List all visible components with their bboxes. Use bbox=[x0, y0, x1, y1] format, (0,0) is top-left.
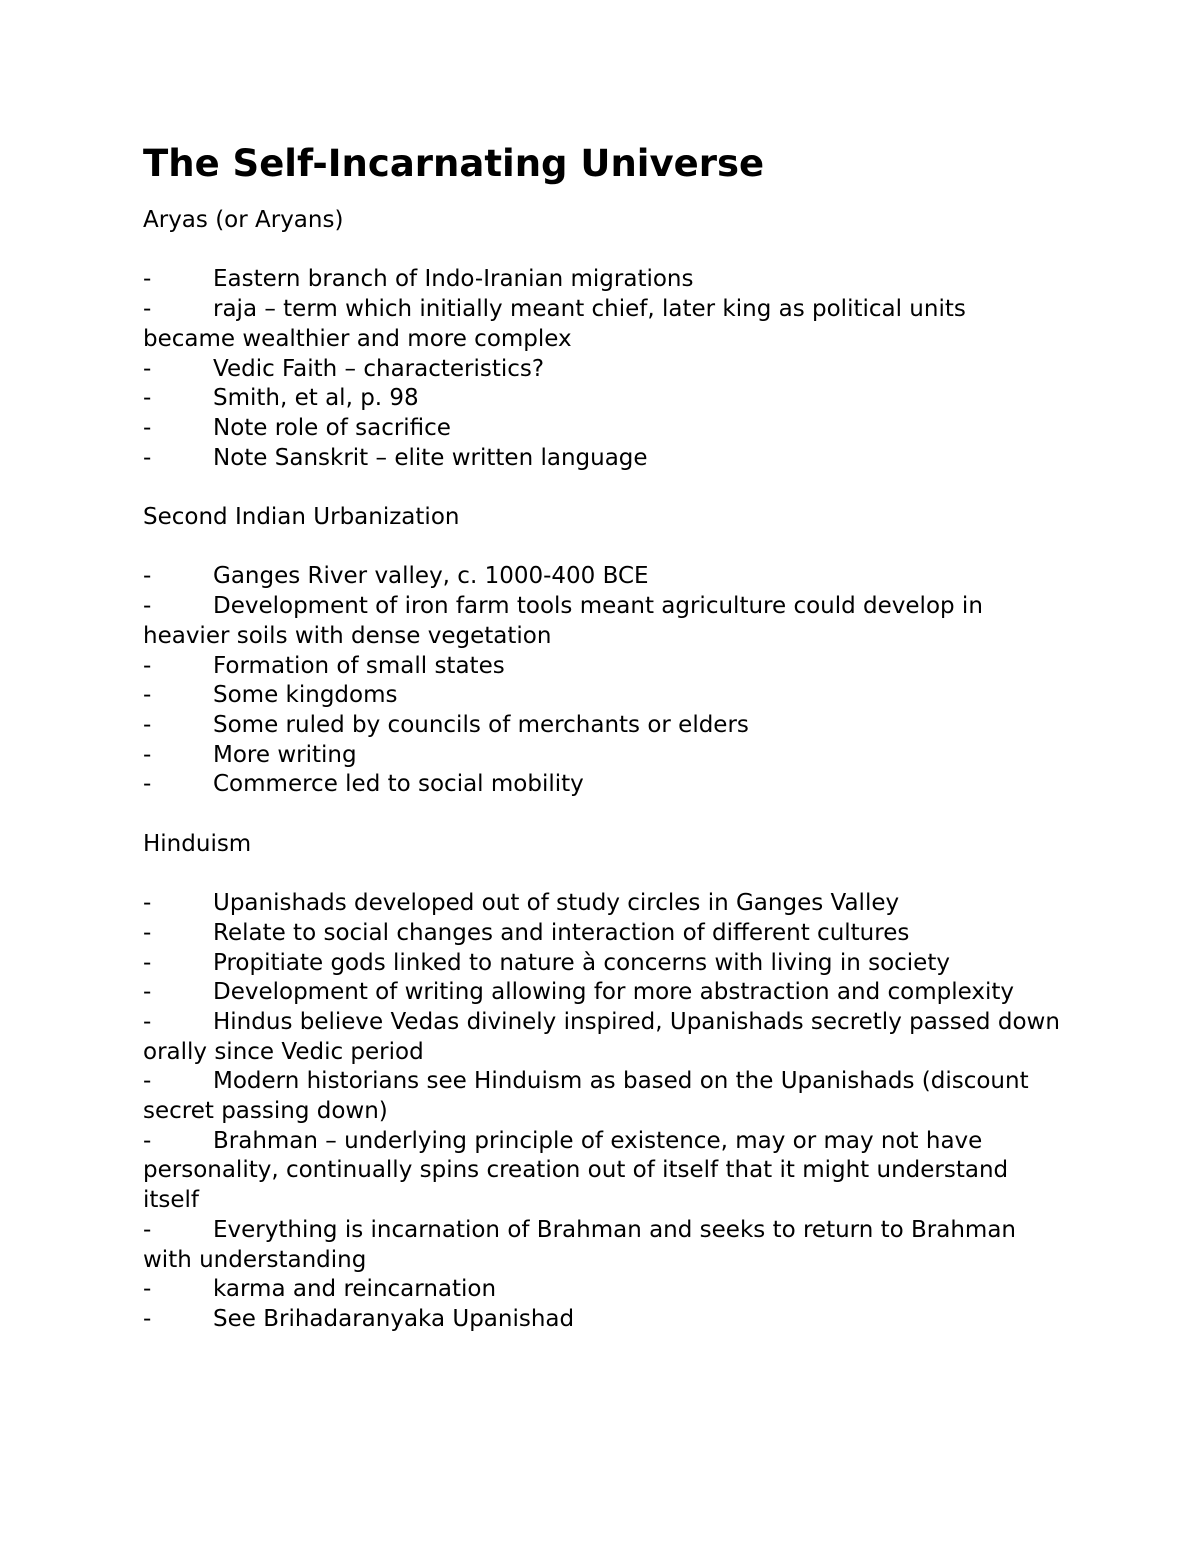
list-item-text: Commerce led to social mobility bbox=[213, 771, 584, 798]
list-item-text: Note Sanskrit – elite written language bbox=[213, 444, 648, 471]
section-second-urbanization bbox=[143, 503, 1063, 830]
bullet-dash: - bbox=[143, 1276, 152, 1303]
list-item bbox=[143, 652, 1063, 682]
bullet-list bbox=[143, 889, 1063, 1335]
list-item-text: Upanishads developed out of study circles in Ganges Valley bbox=[213, 890, 900, 917]
bullet-dash: - bbox=[143, 1216, 152, 1243]
spacer bbox=[143, 800, 1063, 830]
list-item-text: raja – term which initially meant chief, later king as political units became wealthier and more complex bbox=[143, 296, 966, 352]
bullet-dash: - bbox=[143, 444, 152, 471]
list-item-text: Note role of sacrifice bbox=[213, 414, 451, 441]
bullet-dash: - bbox=[143, 266, 152, 293]
bullet-dash: - bbox=[143, 682, 152, 709]
list-item bbox=[143, 295, 1063, 354]
bullet-dash: - bbox=[143, 414, 152, 441]
bullet-dash: - bbox=[143, 949, 152, 976]
list-item bbox=[143, 444, 1063, 474]
list-item bbox=[143, 355, 1063, 385]
bullet-dash: - bbox=[143, 890, 152, 917]
list-item bbox=[143, 1067, 1063, 1126]
list-item bbox=[143, 770, 1063, 800]
list-item-text: Relate to social changes and interaction of different cultures bbox=[213, 919, 910, 946]
bullet-dash: - bbox=[143, 771, 152, 798]
list-item-text: Propitiate gods linked to nature à concerns with living in society bbox=[213, 949, 950, 976]
spacer bbox=[143, 533, 1063, 563]
list-item-text: Vedic Faith – characteristics? bbox=[213, 355, 545, 382]
document-page bbox=[143, 140, 1063, 1335]
list-item bbox=[143, 681, 1063, 711]
list-item-text: See Brihadaranyaka Upanishad bbox=[213, 1305, 575, 1332]
bullet-dash: - bbox=[143, 1127, 152, 1154]
bullet-dash: - bbox=[143, 1068, 152, 1095]
list-item bbox=[143, 711, 1063, 741]
bullet-dash: - bbox=[143, 979, 152, 1006]
spacer bbox=[143, 473, 1063, 503]
list-item-text: karma and reincarnation bbox=[213, 1276, 497, 1303]
list-item-text: Brahman – underlying principle of existence, may or may not have personality, continually spins creation out of itself that it might understand itself bbox=[143, 1127, 1009, 1214]
list-item-text: Eastern branch of Indo-Iranian migrations bbox=[213, 266, 694, 293]
list-item bbox=[143, 919, 1063, 949]
bullet-list bbox=[143, 562, 1063, 800]
bullet-dash: - bbox=[143, 296, 152, 323]
bullet-dash: - bbox=[143, 593, 152, 620]
section-heading: Hinduism bbox=[143, 830, 252, 857]
section-heading: Second Indian Urbanization bbox=[143, 504, 460, 530]
list-item bbox=[143, 1305, 1063, 1335]
list-item-text: Everything is incarnation of Brahman and seeks to return to Brahman with understanding bbox=[143, 1216, 1016, 1273]
bullet-dash: - bbox=[143, 1305, 152, 1332]
list-item bbox=[143, 562, 1063, 592]
bullet-dash: - bbox=[143, 711, 152, 738]
list-item-text: Hindus believe Vedas divinely inspired, Upanishads secretly passed down orally since Vedic period bbox=[143, 1008, 1060, 1065]
list-item-text: Smith, et al, p. 98 bbox=[213, 385, 419, 412]
list-item bbox=[143, 1216, 1063, 1275]
document-title: The Self-Incarnating Universe bbox=[143, 142, 765, 185]
bullet-dash: - bbox=[143, 741, 152, 768]
section-hinduism bbox=[143, 830, 1063, 1335]
list-item-text: Modern historians see Hinduism as based on the Upanishads (discount secret passing down) bbox=[143, 1068, 1029, 1125]
list-item-text: More writing bbox=[213, 741, 357, 768]
bullet-dash: - bbox=[143, 385, 152, 412]
list-item bbox=[143, 1127, 1063, 1216]
bullet-dash: - bbox=[143, 355, 152, 382]
list-item bbox=[143, 384, 1063, 414]
section-heading: Aryas (or Aryans) bbox=[143, 207, 344, 233]
list-item bbox=[143, 265, 1063, 295]
list-item bbox=[143, 1008, 1063, 1067]
bullet-dash: - bbox=[143, 563, 152, 590]
bullet-list bbox=[143, 265, 1063, 473]
bullet-dash: - bbox=[143, 652, 152, 679]
list-item bbox=[143, 1275, 1063, 1305]
list-item bbox=[143, 889, 1063, 919]
list-item-text: Development of iron farm tools meant agriculture could develop in heavier soils with dense vegetation bbox=[143, 593, 983, 649]
list-item-text: Formation of small states bbox=[213, 652, 505, 679]
bullet-dash: - bbox=[143, 1008, 152, 1035]
list-item-text: Development of writing allowing for more abstraction and complexity bbox=[213, 979, 1014, 1006]
list-item-text: Some kingdoms bbox=[213, 682, 398, 709]
spacer bbox=[143, 236, 1063, 266]
list-item bbox=[143, 978, 1063, 1008]
bullet-dash: - bbox=[143, 919, 152, 946]
list-item bbox=[143, 741, 1063, 771]
list-item-text: Some ruled by councils of merchants or elders bbox=[213, 711, 749, 738]
section-aryas bbox=[143, 206, 1063, 503]
list-item-text: Ganges River valley, c. 1000-400 BCE bbox=[213, 563, 649, 590]
list-item bbox=[143, 949, 1063, 979]
list-item bbox=[143, 414, 1063, 444]
spacer bbox=[143, 859, 1063, 889]
list-item bbox=[143, 592, 1063, 651]
